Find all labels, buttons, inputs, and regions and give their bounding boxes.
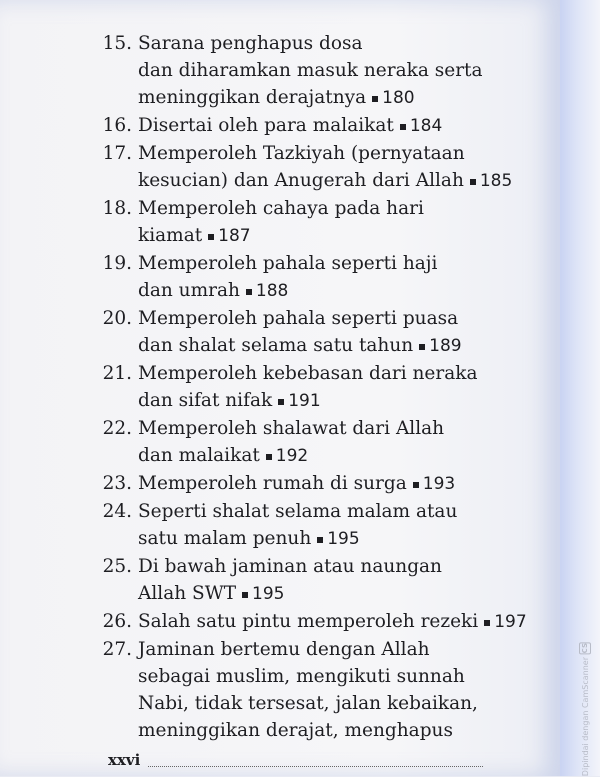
entry-page-number: 180 bbox=[382, 88, 415, 108]
entry-title-text: dan sifat nifak bbox=[138, 390, 273, 411]
entry-title-line bbox=[138, 305, 552, 332]
entry-title-text: Memperoleh shalawat dari Allah bbox=[138, 418, 445, 439]
entry-title-line bbox=[138, 690, 552, 717]
entry-title-line bbox=[138, 360, 552, 387]
entry-title-line bbox=[138, 387, 552, 415]
entry-title-line bbox=[138, 140, 552, 167]
entry-title-line bbox=[138, 195, 552, 222]
entry-number: 17. bbox=[102, 143, 132, 164]
entry-title-line bbox=[138, 415, 552, 442]
entry-title-line bbox=[138, 717, 552, 744]
toc-entry bbox=[92, 30, 552, 112]
entry-title-text: Salah satu pintu memperoleh rezeki bbox=[138, 611, 479, 632]
entry-title bbox=[138, 608, 552, 636]
toc-entry bbox=[92, 195, 552, 250]
entry-title-line bbox=[138, 470, 552, 498]
square-bullet-icon bbox=[400, 124, 406, 130]
entry-page-number: 195 bbox=[327, 529, 360, 549]
square-bullet-icon bbox=[419, 344, 425, 350]
entry-title bbox=[138, 195, 552, 250]
camscanner-logo-icon: CS bbox=[581, 643, 589, 654]
square-bullet-icon bbox=[317, 537, 323, 543]
entry-title-text: satu malam penuh bbox=[138, 528, 312, 549]
entry-title-line bbox=[138, 332, 552, 360]
square-bullet-icon bbox=[266, 454, 272, 460]
entry-title-line bbox=[138, 636, 552, 663]
entry-title bbox=[138, 360, 552, 415]
entry-title bbox=[138, 112, 552, 140]
entry-title-text: Memperoleh Tazkiyah (pernyataan bbox=[138, 143, 465, 164]
entry-title-text: Memperoleh pahala seperti puasa bbox=[138, 308, 459, 329]
entry-page-number: 197 bbox=[494, 612, 527, 632]
entry-title-text: dan diharamkan masuk neraka serta bbox=[138, 60, 483, 81]
entry-page-number: 189 bbox=[429, 336, 462, 356]
toc-entry bbox=[92, 415, 552, 470]
toc-entry bbox=[92, 360, 552, 415]
entry-page-number: 192 bbox=[275, 446, 309, 466]
entry-page-number: 187 bbox=[218, 226, 251, 246]
entry-number: 25. bbox=[102, 556, 132, 577]
entry-title-text: Memperoleh pahala seperti haji bbox=[138, 253, 438, 274]
watermark-text: Dipindai dengan CamScanner bbox=[580, 657, 590, 777]
entry-title-text: Seperti shalat selama malam atau bbox=[138, 501, 458, 522]
entry-title-line bbox=[138, 553, 552, 580]
entry-title bbox=[138, 470, 552, 498]
entry-number: 19. bbox=[102, 253, 132, 274]
entry-title-line bbox=[138, 498, 552, 525]
entry-title-line bbox=[138, 167, 552, 195]
entry-title-line bbox=[138, 112, 552, 140]
entry-number: 23. bbox=[102, 473, 132, 494]
scanner-watermark bbox=[578, 642, 592, 777]
entry-title-line bbox=[138, 525, 552, 553]
entry-title-text: sebagai muslim, mengikuti sunnah bbox=[138, 666, 465, 687]
entry-page-number: 188 bbox=[255, 281, 289, 301]
entry-title-line bbox=[138, 30, 552, 57]
entry-number: 15. bbox=[102, 33, 132, 54]
entry-page-number: 184 bbox=[409, 116, 443, 136]
entry-title-line bbox=[138, 84, 552, 112]
entry-title bbox=[138, 498, 552, 553]
entry-title-text: Nabi, tidak tersesat, jalan kebaikan, bbox=[138, 693, 478, 714]
entry-title bbox=[138, 553, 552, 608]
entry-page-number: 185 bbox=[479, 171, 513, 191]
entry-title-text: Memperoleh rumah di surga bbox=[138, 473, 407, 494]
toc-entry bbox=[92, 250, 552, 305]
page-number: xxvi bbox=[108, 751, 141, 769]
toc-entry bbox=[92, 140, 552, 195]
entry-title-text: dan malaikat bbox=[138, 445, 260, 466]
entry-title-line bbox=[138, 57, 552, 84]
entry-number: 21. bbox=[102, 363, 132, 384]
entry-title-text: Memperoleh kebebasan dari neraka bbox=[138, 363, 478, 384]
entry-title bbox=[138, 636, 552, 744]
entry-title-line bbox=[138, 663, 552, 690]
square-bullet-icon bbox=[208, 234, 214, 240]
entry-title bbox=[138, 305, 552, 360]
square-bullet-icon bbox=[246, 289, 252, 295]
entry-title bbox=[138, 250, 552, 305]
entry-title bbox=[138, 415, 552, 470]
entry-title-line bbox=[138, 608, 552, 636]
square-bullet-icon bbox=[413, 482, 419, 488]
entry-title-line bbox=[138, 442, 552, 470]
entry-number: 16. bbox=[102, 115, 132, 136]
square-bullet-icon bbox=[372, 96, 378, 102]
square-bullet-icon bbox=[470, 179, 476, 185]
toc-entry bbox=[92, 608, 552, 636]
toc-entry bbox=[92, 636, 552, 744]
entry-title-text: kesucian) dan Anugerah dari Allah bbox=[138, 170, 464, 191]
entry-number: 24. bbox=[102, 501, 132, 522]
entry-title-text: kiamat bbox=[138, 225, 203, 246]
entry-number: 26. bbox=[102, 611, 132, 632]
square-bullet-icon bbox=[242, 592, 248, 598]
entry-number: 22. bbox=[102, 418, 132, 439]
entry-title-text: meninggikan derajat, menghapus bbox=[138, 720, 453, 741]
entry-title-text: dan shalat selama satu tahun bbox=[138, 335, 414, 356]
entry-number: 20. bbox=[102, 308, 132, 329]
toc-entry bbox=[92, 305, 552, 360]
entry-title-line bbox=[138, 222, 552, 250]
toc-entry bbox=[92, 112, 552, 140]
entry-title-text: meninggikan derajatnya bbox=[138, 87, 367, 108]
toc-entry bbox=[92, 470, 552, 498]
entry-title-text: Memperoleh cahaya pada hari bbox=[138, 198, 424, 219]
entry-title bbox=[138, 140, 552, 195]
square-bullet-icon bbox=[484, 620, 490, 626]
entry-page-number: 193 bbox=[422, 474, 456, 494]
entry-number: 27. bbox=[102, 639, 132, 660]
entry-title-line bbox=[138, 277, 552, 305]
entry-page-number: 191 bbox=[288, 391, 321, 411]
entry-title-text: Allah SWT bbox=[138, 583, 237, 604]
entry-title-line bbox=[138, 250, 552, 277]
entry-title-text: Di bawah jaminan atau naungan bbox=[138, 556, 442, 577]
footer-rule bbox=[148, 766, 483, 767]
entry-title-text: Jaminan bertemu dengan Allah bbox=[138, 639, 430, 660]
table-of-contents bbox=[92, 30, 552, 744]
entry-title-text: Disertai oleh para malaikat bbox=[138, 115, 394, 136]
toc-entry bbox=[92, 553, 552, 608]
toc-entry bbox=[92, 498, 552, 553]
entry-title-line bbox=[138, 580, 552, 608]
entry-number: 18. bbox=[102, 198, 132, 219]
square-bullet-icon bbox=[278, 399, 284, 405]
entry-title-text: Sarana penghapus dosa bbox=[138, 33, 363, 54]
entry-title-text: dan umrah bbox=[138, 280, 240, 301]
entry-title bbox=[138, 30, 552, 112]
entry-page-number: 195 bbox=[252, 584, 285, 604]
